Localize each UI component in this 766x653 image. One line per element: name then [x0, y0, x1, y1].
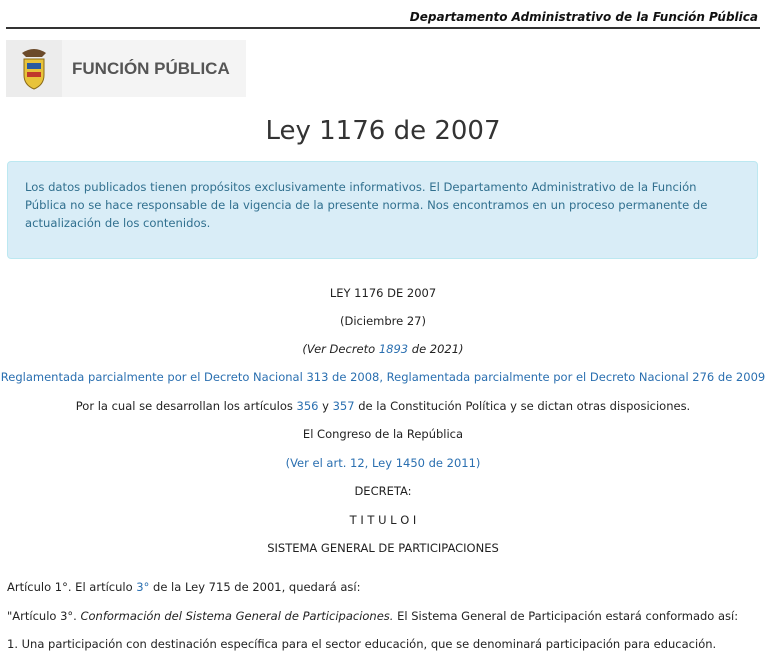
text: ) [475, 456, 481, 470]
decreto-1893-link[interactable]: 1893 [378, 342, 409, 356]
titulo: T I T U L O I [349, 513, 417, 527]
articulo-3-link[interactable]: 3° [136, 580, 150, 594]
decreto-276-link[interactable]: Reglamentada parcialmente por el Decreto Nacional 276 de 2009 [386, 370, 766, 384]
disclaimer-alert: Los datos publicados tienen propósitos exclusivamente informativos. El Departamento Administrativo de la Función Pública no se hace responsable de la vigencia de la presente norma. Nos encontramos en un proceso permanente de actualización de los contenidos. [7, 161, 758, 259]
law-heading: LEY 1176 DE 2007 [329, 286, 437, 300]
logo-text: FUNCIÓN PÚBLICA [72, 59, 230, 78]
text: de la Constitución Política y se dictan otras disposiciones. [354, 399, 691, 413]
text: de la Ley 715 de 2001, quedará así: [149, 580, 361, 594]
articulo-357-link[interactable]: 357 [332, 399, 355, 413]
page-title: Ley 1176 de 2007 [265, 116, 501, 146]
text: Por la cual se desarrollan los artículos [75, 399, 297, 413]
congreso: El Congreso de la República [302, 427, 464, 441]
text: y [318, 399, 333, 413]
reglamentada [0, 370, 766, 384]
ley-1450-link[interactable]: Ver el art. 12, Ley 1450 de 2011 [290, 456, 476, 470]
law-date: (Diciembre 27) [340, 314, 426, 328]
ver-art [0, 456, 766, 470]
logo[interactable] [6, 40, 246, 97]
articulo-3 [7, 609, 738, 623]
coat-of-arms-icon [6, 40, 62, 97]
articulo-1 [7, 580, 360, 594]
decreta: DECRETA: [354, 484, 412, 498]
text: (Ver Decreto [302, 342, 379, 356]
text: Conformación del Sistema General de Participaciones. [80, 609, 394, 623]
sistema-heading: SISTEMA GENERAL DE PARTICIPACIONES [267, 541, 499, 555]
top-bar [6, 0, 760, 29]
item-1: 1. Una participación con destinación específica para el sector educación, que se denominará participación para educación. [7, 637, 717, 651]
text: de 2021) [408, 342, 464, 356]
por-la-cual [0, 399, 766, 413]
text: El Sistema General de Participación estará conformado así: [393, 609, 739, 623]
decreto-313-link[interactable]: Reglamentada parcialmente por el Decreto Nacional 313 de 2008 [0, 370, 380, 384]
agency-name: Departamento Administrativo de la Función Pública [409, 10, 758, 24]
text: "Artículo 3°. [7, 609, 81, 623]
separator: , [379, 370, 387, 384]
text: ( [285, 456, 291, 470]
articulo-356-link[interactable]: 356 [296, 399, 319, 413]
ver-decreto [0, 342, 766, 356]
text: Artículo 1°. El artículo [7, 580, 137, 594]
